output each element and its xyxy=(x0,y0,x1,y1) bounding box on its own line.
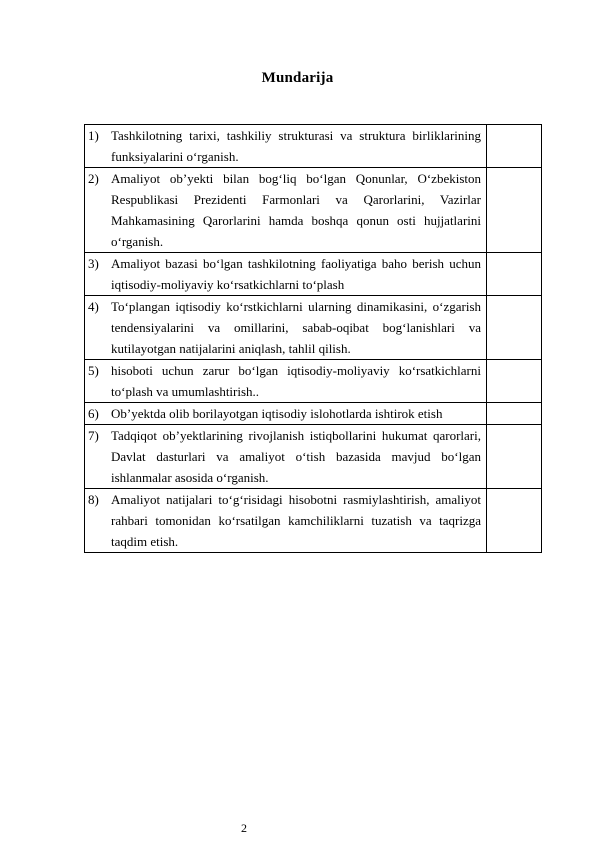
table-row xyxy=(85,403,542,425)
page-title: Mundarija xyxy=(261,70,334,86)
item-number: 7) xyxy=(85,425,110,489)
item-text: hisoboti uchun zarur bo‘lgan iqtisodiy-moliyaviy ko‘rsatkichlarni to‘plash va umumlashtirish.. xyxy=(109,360,487,403)
contents-table xyxy=(84,124,542,553)
item-number: 5) xyxy=(85,360,110,403)
table-row xyxy=(85,125,542,168)
table-row xyxy=(85,253,542,296)
item-number: 3) xyxy=(85,253,110,296)
item-text: To‘plangan iqtisodiy ko‘rstkichlarni ularning dinamikasini, o‘zgarish tendensiyalarini va omillarini, sabab-oqibat bog‘lanishlari va kutilayotgan natijalarini aniqlash, tahlil qilish. xyxy=(109,296,487,360)
item-text: Amaliyot natijalari to‘g‘risidagi hisobotni rasmiylashtirish, amaliyot rahbari tomonidan ko‘rsatilgan kamchiliklarni tuzatish va taqrizga taqdim etish. xyxy=(109,489,487,553)
page-cell xyxy=(487,125,542,168)
table-row xyxy=(85,425,542,489)
item-text: Amaliyot ob’yekti bilan bog‘liq bo‘lgan Qonunlar, O‘zbekiston Respublikasi Prezidenti Farmonlari va Qarorlarini, Vazirlar Mahkamasining Qarorlarini hamda boshqa qonun osti hujjatlarini o‘rganish. xyxy=(109,168,487,253)
item-text: Ob’yektda olib borilayotgan iqtisodiy islohotlarda ishtirok etish xyxy=(109,403,487,425)
table-row xyxy=(85,296,542,360)
item-number: 2) xyxy=(85,168,110,253)
item-text: Tadqiqot ob’yektlarining rivojlanish istiqbollarini hukumat qarorlari, Davlat dasturlari va amaliyot o‘tish bazasida mavjud bo‘lgan ishlanmalar asosida o‘rganish. xyxy=(109,425,487,489)
table-row xyxy=(85,489,542,553)
item-number: 4) xyxy=(85,296,110,360)
item-number: 1) xyxy=(85,125,110,168)
item-text: Tashkilotning tarixi, tashkiliy strukturasi va struktura birliklarining funksiyalarini o‘rganish. xyxy=(109,125,487,168)
item-number: 6) xyxy=(85,403,110,425)
page-number: 2 xyxy=(241,821,247,835)
table-row xyxy=(85,168,542,253)
page-cell xyxy=(487,168,542,253)
page-cell xyxy=(487,296,542,360)
page-cell xyxy=(487,360,542,403)
page-cell xyxy=(487,489,542,553)
page-cell xyxy=(487,425,542,489)
page-cell xyxy=(487,253,542,296)
item-text: Amaliyot bazasi bo‘lgan tashkilotning faoliyatiga baho berish uchun iqtisodiy-moliyaviy ko‘rsatkichlarni to‘plash xyxy=(109,253,487,296)
page-cell xyxy=(487,403,542,425)
table-row xyxy=(85,360,542,403)
item-number: 8) xyxy=(85,489,110,553)
